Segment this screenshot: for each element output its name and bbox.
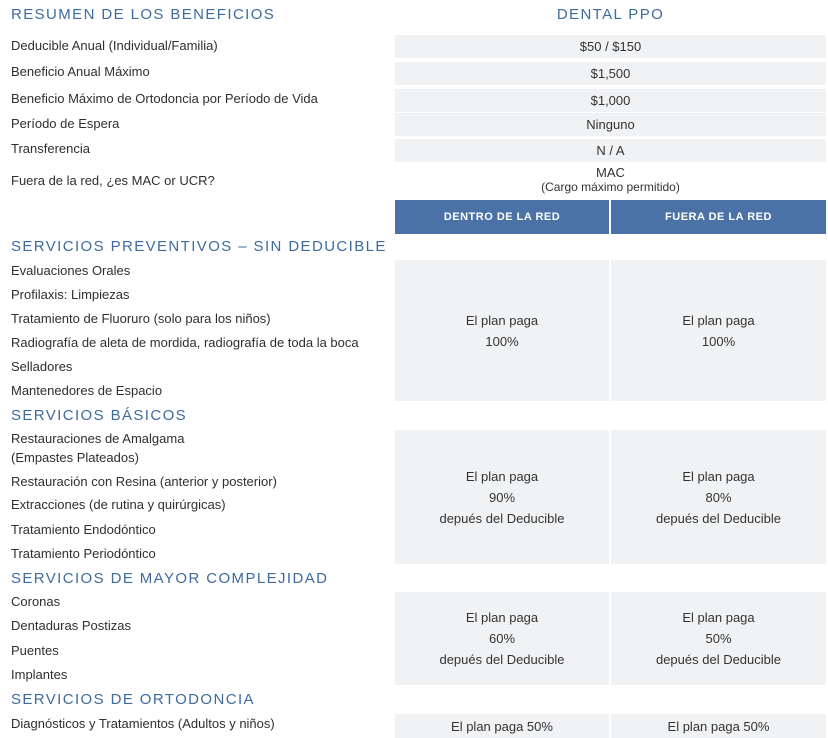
coverage-note: depués del Deducible (655, 510, 782, 526)
column-header-out-network: FUERA DE LA RED (611, 200, 826, 234)
coverage-percent: 50% (705, 631, 732, 646)
coverage-percent: 100% (701, 333, 736, 349)
basic-out-network-coverage (611, 430, 826, 564)
coverage-note: depués del Deducible (439, 652, 565, 667)
plan-name: DENTAL PPO (556, 6, 665, 23)
summary-value-waiting: Ninguno (395, 113, 826, 136)
coverage-percent: 90% (488, 489, 516, 505)
coverage-note: depués del Deducible (439, 510, 565, 526)
summary-value-ortho-max: $1,000 (395, 89, 826, 112)
coverage-line: El plan paga (682, 468, 755, 484)
section-title-preventive: SERVICIOS PREVENTIVOS – SIN DEDUCIBLE (11, 238, 387, 255)
summary-label-waiting: Período de Espera (11, 116, 120, 131)
basic-in-network-coverage (395, 430, 609, 564)
major-item-crowns: Coronas (11, 594, 61, 609)
coverage-line: El plan paga (682, 610, 755, 625)
coverage-percent: 60% (488, 631, 516, 646)
summary-label-annual-max: Beneficio Anual Máximo (11, 64, 150, 79)
preventive-item-fluoride: Tratamiento de Fluoruro (solo para los niños) (11, 311, 271, 326)
major-out-network-coverage (611, 592, 826, 685)
major-item-implants: Implantes (11, 667, 68, 682)
summary-label-deductible: Deducible Anual (Individual/Familia) (11, 38, 218, 53)
ortho-item-diagnostics: Diagnósticos y Tratamientos (Adultos y niños) (11, 716, 275, 731)
preventive-item-cleanings: Profilaxis: Limpiezas (11, 287, 130, 302)
coverage-note: depués del Deducible (655, 652, 782, 667)
preventive-out-network-coverage (611, 260, 826, 401)
summary-value-transfer: N / A (395, 139, 826, 162)
major-item-bridges: Puentes (11, 643, 59, 658)
major-in-network-coverage (395, 592, 609, 685)
coverage-line: El plan paga (465, 610, 539, 625)
coverage-line: El plan paga (465, 468, 539, 484)
coverage-line: El plan paga (682, 312, 755, 328)
basic-item-resin: Restauración con Resina (anterior y posterior) (11, 474, 277, 489)
mac-value: MAC (596, 165, 625, 180)
column-header-in-network: DENTRO DE LA RED (395, 200, 609, 234)
basic-item-amalgam: Restauraciones de Amalgama (11, 431, 185, 446)
coverage-line: El plan paga (465, 312, 539, 328)
section-title-basic: SERVICIOS BÁSICOS (11, 407, 188, 424)
basic-item-extractions: Extracciones (de rutina y quirúrgicas) (11, 497, 226, 512)
section-title-ortho: SERVICIOS DE ORTODONCIA (11, 691, 255, 708)
coverage-percent: 100% (485, 333, 519, 349)
preventive-in-network-coverage (395, 260, 609, 401)
section-title-major: SERVICIOS DE MAYOR COMPLEJIDAD (11, 570, 329, 587)
summary-label-mac-ucr: Fuera de la red, ¿es MAC or UCR? (11, 173, 215, 188)
summary-label-transfer: Transferencia (11, 141, 90, 156)
summary-title: RESUMEN DE LOS BENEFICIOS (11, 6, 276, 23)
ortho-in-network-coverage: El plan paga 50% (395, 714, 609, 738)
summary-value-mac (395, 165, 826, 194)
basic-item-amalgam-note: (Empastes Plateados) (11, 450, 139, 465)
summary-value-annual-max: $1,500 (395, 62, 826, 85)
preventive-item-space-maintainers: Mantenedores de Espacio (11, 383, 163, 398)
ortho-out-network-coverage: El plan paga 50% (611, 714, 826, 738)
preventive-item-xrays: Radiografía de aleta de mordida, radiografía de toda la boca (11, 335, 359, 350)
summary-value-deductible: $50 / $150 (395, 35, 826, 58)
preventive-item-sealants: Selladores (11, 359, 73, 374)
basic-item-periodontic: Tratamiento Periodóntico (11, 546, 156, 561)
summary-label-ortho-max: Beneficio Máximo de Ortodoncia por Período de Vida (11, 91, 318, 106)
coverage-percent: 80% (705, 489, 732, 505)
mac-note: (Cargo máximo permitido) (541, 180, 680, 194)
major-item-dentures: Dentaduras Postizas (11, 618, 131, 633)
preventive-item-exams: Evaluaciones Orales (11, 263, 131, 278)
basic-item-endodontic: Tratamiento Endodóntico (11, 522, 156, 537)
